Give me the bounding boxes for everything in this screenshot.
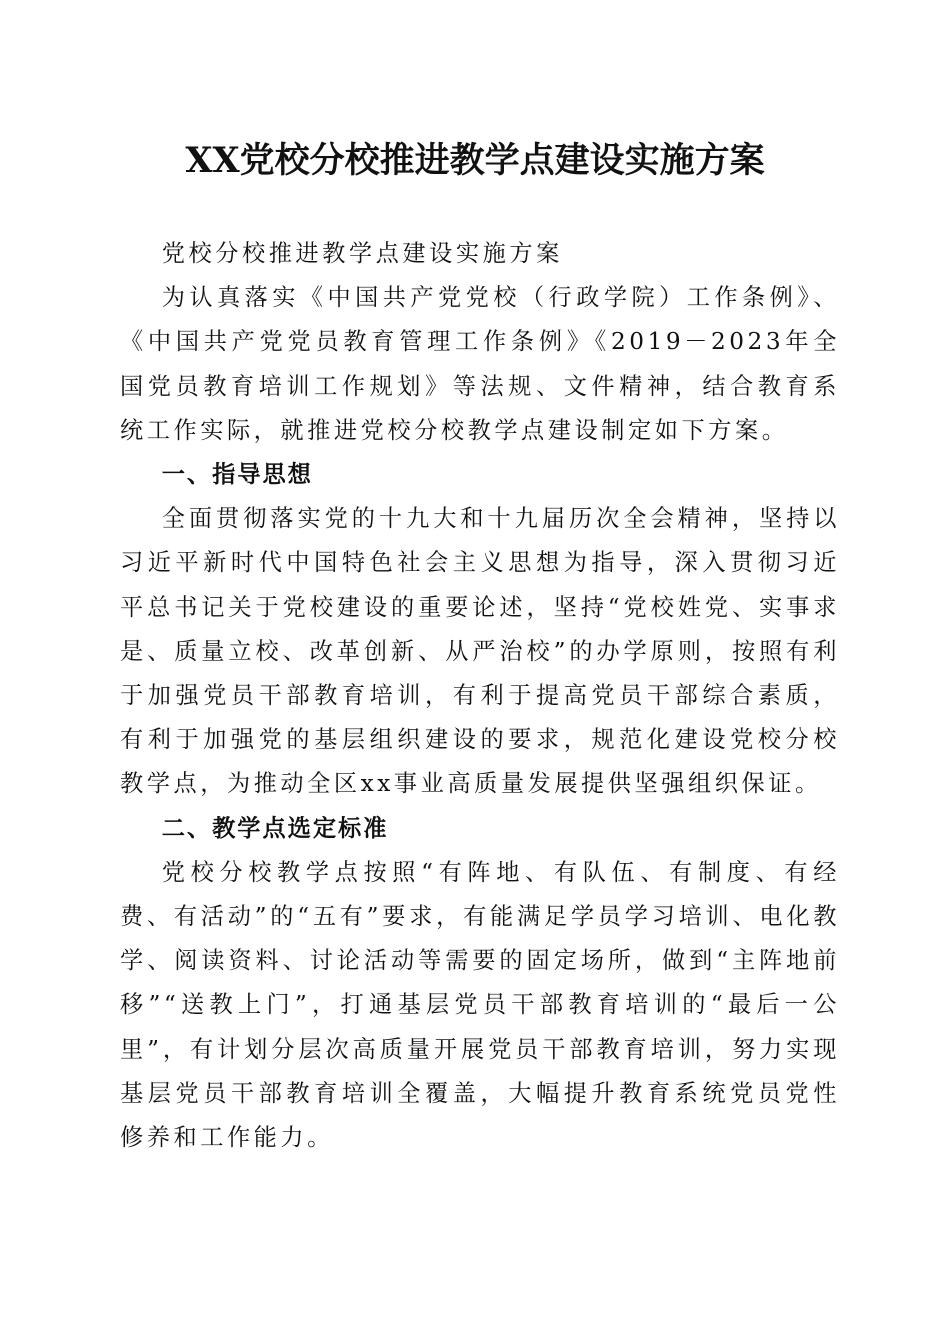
section-paragraph-guiding-ideology: 全面贯彻落实党的十九大和十九届历次全会精神，坚持以习近平新时代中国特色社会主义思想为指导，深入贯彻习近平总书记关于党校建设的重要论述，坚持“党校姓党、实事求是、质量立校、改革创新、从严治校”的办学原则，按照有利于加强党员干部教育培训，有利于提高党员干部综合素质，有利于加强党的基层组织建设的要求，规范化建设党校分校教学点，为推动全区xx事业高质量发展提供坚强组织保证。 [120,505,840,798]
section-heading-guiding-ideology: 一、指导思想 [161,461,313,489]
document-body [120,232,840,1160]
section-heading-selection-criteria: 二、教学点选定标准 [161,814,389,842]
subtitle-paragraph: 党校分校推进教学点建设实施方案 [161,240,563,267]
document-title: XX党校分校推进教学点建设实施方案 [185,140,765,181]
section-paragraph-selection-criteria: 党校分校教学点按照“有阵地、有队伍、有制度、有经费、有活动”的“五有”要求，有能满足学员学习培训、电化教学、阅读资料、讨论活动等需要的固定场所，做到“主阵地前移”“送教上门”，打通基层党员干部教育培训的“最后一公里”，有计划分层次高质量开展党员干部教育培训，努力实现基层党员干部教育培训全覆盖，大幅提升教育系统党员党性修养和工作能力。 [120,858,840,1152]
intro-paragraph: 为认真落实《中国共产党党校（行政学院）工作条例》、《中国共产党党员教育管理工作条例》《2019－2023年全国党员教育培训工作规划》等法规、文件精神，结合教育系统工作实际，就推进党校分校教学点建设制定如下方案。 [120,284,840,444]
